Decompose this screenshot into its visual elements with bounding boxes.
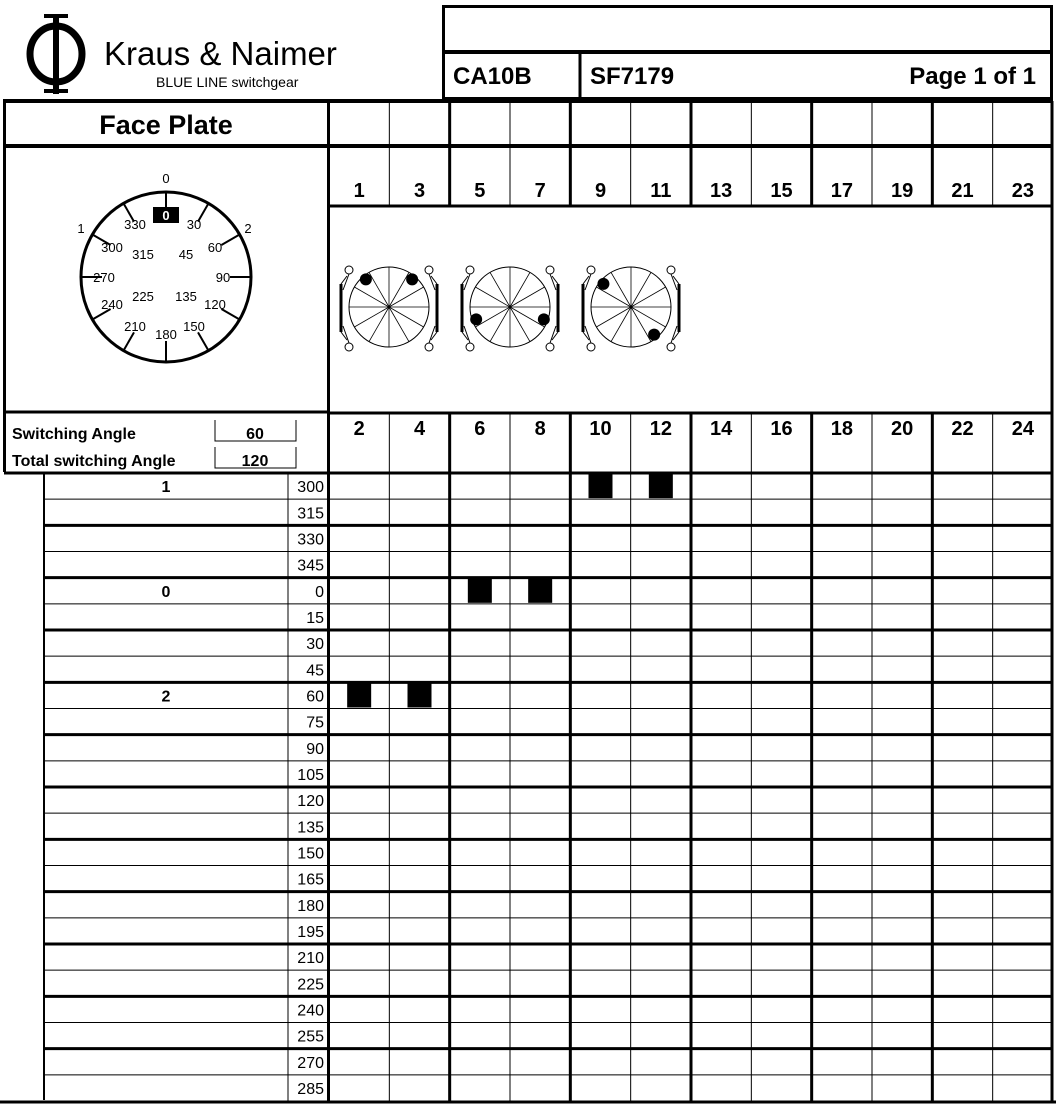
terminal-number-bottom: 8 bbox=[534, 418, 546, 440]
position-angle: 270 bbox=[297, 1054, 324, 1072]
dial-label-inner: 315 bbox=[132, 247, 154, 262]
contact-closed-mark bbox=[649, 474, 673, 498]
position-angle: 90 bbox=[306, 740, 324, 758]
dial-label-outer: 0 bbox=[162, 171, 170, 186]
brand-name: Kraus & Naimer bbox=[104, 35, 337, 72]
position-row bbox=[44, 1075, 1053, 1101]
face-plate-title: Face Plate bbox=[99, 110, 233, 140]
terminal-number-bottom: 6 bbox=[474, 418, 486, 440]
terminal-number-bottom: 24 bbox=[1011, 418, 1034, 440]
position-row bbox=[44, 761, 1053, 787]
position-angle: 255 bbox=[297, 1028, 324, 1046]
position-angle: 135 bbox=[297, 819, 324, 837]
position-angle: 120 bbox=[297, 793, 324, 811]
switching-angle-value: 60 bbox=[246, 426, 264, 443]
position-row bbox=[44, 970, 1053, 996]
terminal-number-top: 1 bbox=[353, 180, 365, 202]
cam-symbol bbox=[341, 266, 437, 351]
terminal-number-bottom: 20 bbox=[891, 418, 914, 440]
phi-logo-icon bbox=[30, 14, 82, 94]
dial-label-outer: 1 bbox=[77, 221, 85, 236]
brand-tagline: BLUE LINE switchgear bbox=[156, 74, 299, 90]
dial-label-inner: 60 bbox=[207, 240, 223, 255]
contact-closed-mark bbox=[468, 579, 492, 603]
terminal-number-top: 13 bbox=[710, 180, 733, 202]
dial-label-inner: 240 bbox=[101, 297, 123, 312]
switching-angle-label: Switching Angle bbox=[12, 426, 136, 443]
model-code: CA10B bbox=[453, 63, 532, 90]
position-row bbox=[44, 813, 1053, 839]
dial-label-outer: 2 bbox=[244, 221, 252, 236]
terminal-number-bottom: 2 bbox=[353, 418, 365, 440]
terminal-number-bottom: 16 bbox=[770, 418, 793, 440]
position-row bbox=[44, 918, 1053, 944]
main-frame bbox=[0, 101, 1056, 1103]
terminal-number-bottom: 22 bbox=[951, 418, 974, 440]
position-row bbox=[162, 473, 673, 499]
position-row bbox=[44, 866, 1053, 892]
position-angle: 0 bbox=[315, 583, 324, 601]
position-row bbox=[44, 735, 1053, 761]
terminal-number-top: 5 bbox=[474, 180, 486, 202]
dial-label-outer: 270 bbox=[93, 270, 115, 285]
position-row bbox=[44, 499, 1053, 525]
cam-contact-symbols bbox=[341, 266, 679, 351]
dial-label-outer: 90 bbox=[215, 270, 231, 285]
position-row bbox=[44, 892, 1053, 918]
terminal-number-top: 17 bbox=[830, 180, 853, 202]
position-angle: 30 bbox=[306, 636, 324, 654]
terminal-number-bottom: 12 bbox=[649, 418, 672, 440]
terminal-number-top: 3 bbox=[413, 180, 426, 202]
position-table bbox=[44, 473, 1053, 1101]
position-row bbox=[44, 944, 1053, 970]
position-angle: 60 bbox=[306, 688, 324, 706]
position-row bbox=[44, 839, 1053, 865]
dial-label-inner: 135 bbox=[175, 289, 197, 304]
position-angle: 165 bbox=[297, 871, 324, 889]
position-row bbox=[44, 787, 1053, 813]
dial-label-inner: 30 bbox=[186, 217, 202, 232]
position-angle: 195 bbox=[297, 923, 324, 941]
position-label: 1 bbox=[161, 479, 171, 497]
terminal-number-top: 15 bbox=[770, 180, 793, 202]
contact-closed-mark bbox=[408, 683, 432, 707]
position-angle: 330 bbox=[297, 531, 324, 549]
position-row bbox=[44, 682, 1053, 708]
position-angle: 45 bbox=[306, 662, 324, 680]
position-row bbox=[44, 525, 1053, 551]
brand-logo bbox=[30, 14, 337, 94]
total-switching-angle-value: 120 bbox=[241, 453, 269, 470]
terminal-number-bottom: 14 bbox=[710, 418, 733, 440]
terminal-number-top: 21 bbox=[951, 180, 974, 202]
contact-closed-mark bbox=[589, 474, 613, 498]
position-row bbox=[44, 578, 1053, 604]
position-angle: 210 bbox=[297, 950, 324, 968]
dial-label-inner: 330 bbox=[124, 217, 146, 232]
position-row bbox=[44, 630, 1053, 656]
terminal-number-top: 7 bbox=[534, 180, 546, 202]
position-row bbox=[44, 709, 1053, 735]
position-row bbox=[44, 604, 1053, 630]
contact-closed-mark bbox=[347, 683, 371, 707]
position-angle: 150 bbox=[297, 845, 324, 863]
terminal-number-top: 11 bbox=[650, 180, 672, 202]
dial-active-position: 0 bbox=[162, 208, 170, 223]
terminal-number-top: 19 bbox=[891, 180, 914, 202]
terminal-number-bottom: 18 bbox=[830, 418, 853, 440]
dial-label-inner: 120 bbox=[204, 297, 226, 312]
page-info: Page 1 of 1 bbox=[909, 63, 1036, 90]
position-angle: 300 bbox=[297, 479, 324, 497]
position-row bbox=[44, 996, 1053, 1022]
position-row bbox=[44, 656, 1053, 682]
dial-label-inner: 225 bbox=[132, 289, 154, 304]
dial-label-inner: 180 bbox=[155, 327, 177, 342]
position-angle: 240 bbox=[297, 1002, 324, 1020]
terminal-number-bottom: 4 bbox=[413, 418, 426, 440]
position-angle: 345 bbox=[297, 557, 324, 575]
terminal-number-top: 9 bbox=[594, 180, 607, 202]
position-row bbox=[44, 1023, 1053, 1049]
position-angle: 285 bbox=[297, 1080, 324, 1098]
terminal-number-bottom: 10 bbox=[589, 418, 612, 440]
position-angle: 15 bbox=[306, 609, 324, 627]
position-angle: 105 bbox=[297, 766, 324, 784]
dial-label-inner: 150 bbox=[183, 319, 205, 334]
drawing-number: SF7179 bbox=[590, 63, 675, 90]
position-row bbox=[44, 552, 1053, 578]
cam-symbol bbox=[462, 266, 558, 351]
dial-label-inner: 300 bbox=[101, 240, 123, 255]
cam-symbol bbox=[583, 266, 679, 351]
position-label: 2 bbox=[161, 688, 171, 706]
dial-graphic bbox=[77, 171, 252, 363]
dial-label-inner: 45 bbox=[178, 247, 194, 262]
terminal-number-top: 23 bbox=[1011, 180, 1034, 202]
position-label: 0 bbox=[161, 583, 171, 601]
dial-label-inner: 210 bbox=[124, 319, 146, 334]
contact-closed-mark bbox=[528, 579, 552, 603]
position-angle: 75 bbox=[306, 714, 324, 732]
position-row bbox=[44, 1049, 1053, 1075]
position-angle: 315 bbox=[297, 505, 324, 523]
position-angle: 225 bbox=[297, 976, 324, 994]
total-switching-angle-label: Total switching Angle bbox=[12, 453, 176, 470]
position-angle: 180 bbox=[297, 897, 324, 915]
